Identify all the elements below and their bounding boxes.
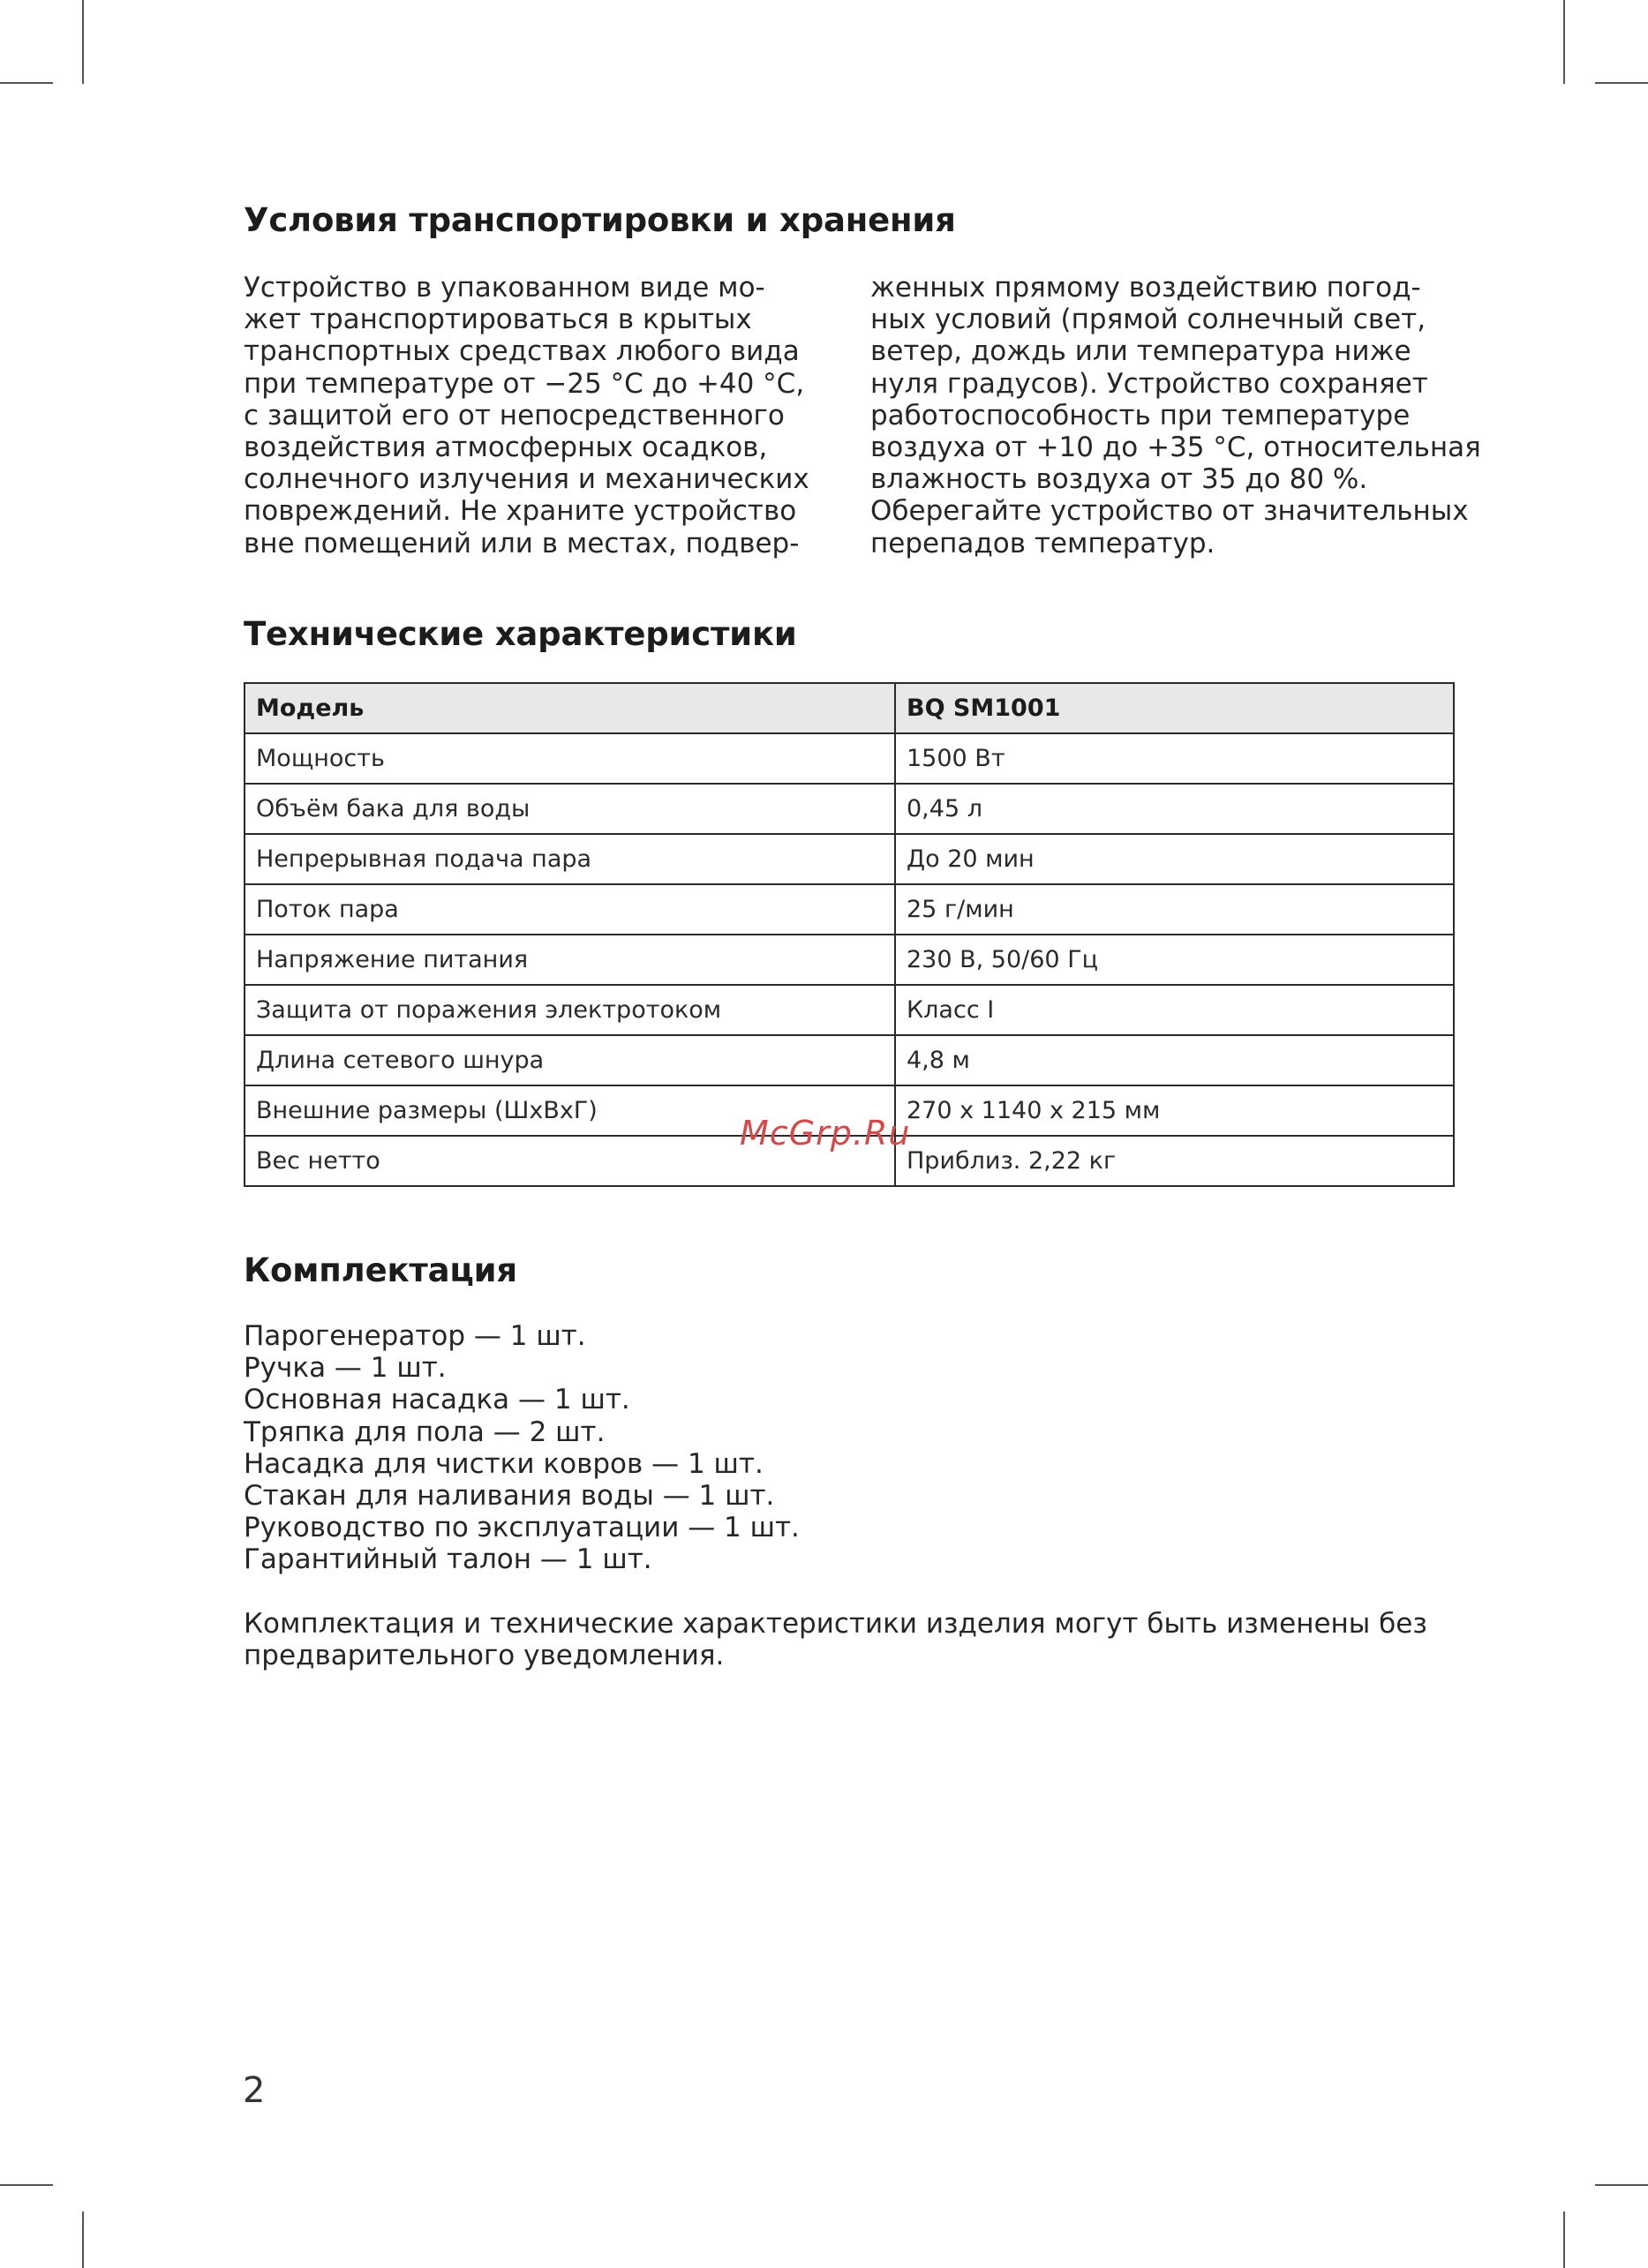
text-line: Оберегайте устройство от значительных [870, 495, 1469, 528]
kit-heading: Комплектация [244, 1251, 517, 1289]
text-line: женных прямому воздействию погод- [870, 272, 1421, 304]
table-cell: 270 x 1140 x 215 мм [895, 1085, 1454, 1136]
text-line: Устройство в упакованном виде мо- [244, 272, 765, 304]
crop-mark-bottom-left-vertical [82, 2212, 84, 2268]
text-line: повреждений. Не храните устройство [244, 495, 797, 528]
kit-note [244, 1608, 1462, 1671]
text-line: перепадов температур. [870, 527, 1215, 559]
text-line: солнечного излучения и механических [244, 463, 809, 496]
text-line: с защитой его от непосредственного [244, 399, 785, 432]
transport-text-left-column [244, 272, 826, 559]
table-row [245, 935, 1454, 985]
text-line: жет транспортироваться в крытых [244, 304, 752, 336]
text-line: воздуха от +10 до +35 °C, относительная [870, 432, 1481, 464]
table-cell: 230 В, 50/60 Гц [895, 935, 1454, 985]
text-line: Комплектация и технические характеристики изделия могут быть изменены без [244, 1608, 1427, 1640]
list-item: Руководство по эксплуатации — 1 шт. [244, 1512, 800, 1544]
specs-heading: Технические характеристики [244, 615, 797, 653]
text-line: при температуре от −25 °C до +40 °C, [244, 367, 805, 400]
table-cell: Класс I [895, 985, 1454, 1035]
table-cell: Длина сетевого шнура [245, 1035, 895, 1085]
table-header-row [245, 683, 1454, 733]
text-line: транспортных средствах любого вида [244, 335, 800, 368]
crop-mark-bottom-right-horizontal [1595, 2184, 1648, 2186]
text-line: нуля градусов). Устройство сохраняет [870, 367, 1428, 400]
table-cell: BQ SM1001 [895, 683, 1454, 733]
text-line: ных условий (прямой солнечный свет, [870, 304, 1426, 336]
table-cell: Внешние размеры (ШхВхГ) [245, 1085, 895, 1136]
list-item: Гарантийный талон — 1 шт. [244, 1543, 652, 1576]
crop-mark-bottom-right-vertical [1563, 2212, 1565, 2268]
table-row [245, 985, 1454, 1035]
table-cell: Объём бака для воды [245, 784, 895, 834]
text-line: предварительного уведомления. [244, 1640, 725, 1672]
table-cell: 1500 Вт [895, 733, 1454, 784]
table-cell: Модель [245, 683, 895, 733]
crop-mark-top-right-horizontal [1595, 82, 1648, 84]
specs-table [244, 682, 1455, 1187]
table-row [245, 733, 1454, 784]
table-row [245, 834, 1454, 884]
list-item: Основная насадка — 1 шт. [244, 1384, 630, 1416]
list-item: Насадка для чистки ковров — 1 шт. [244, 1447, 764, 1480]
crop-mark-bottom-left-horizontal [0, 2184, 53, 2186]
table-row [245, 1035, 1454, 1085]
table-cell: Напряжение питания [245, 935, 895, 985]
crop-mark-top-right-vertical [1563, 0, 1565, 84]
crop-mark-top-left-horizontal [0, 82, 53, 84]
table-cell: Поток пара [245, 884, 895, 935]
kit-list [244, 1320, 800, 1576]
text-line: воздействия атмосферных осадков, [244, 432, 768, 464]
table-cell: Мощность [245, 733, 895, 784]
table-cell: 0,45 л [895, 784, 1454, 834]
list-item: Ручка — 1 шт. [244, 1352, 447, 1385]
list-item: Тряпка для пола — 2 шт. [244, 1416, 606, 1448]
crop-mark-top-left-vertical [82, 0, 84, 84]
text-line: вне помещений или в местах, подвер- [244, 527, 800, 559]
watermark: McGrp.Ru [740, 1114, 911, 1153]
table-cell: Вес нетто [245, 1136, 895, 1186]
text-line: влажность воздуха от 35 до 80 %. [870, 463, 1368, 496]
table-cell: Непрерывная подача пара [245, 834, 895, 884]
table-row [245, 884, 1454, 935]
table-cell: До 20 мин [895, 834, 1454, 884]
table-cell: 25 г/мин [895, 884, 1454, 935]
page-number: 2 [243, 2070, 266, 2111]
table-cell: Приблиз. 2,22 кг [895, 1136, 1454, 1186]
table-row [245, 784, 1454, 834]
table-cell: 4,8 м [895, 1035, 1454, 1085]
transport-heading: Условия транспортировки и хранения [244, 201, 956, 239]
text-line: работоспособность при температуре [870, 399, 1411, 432]
text-line: ветер, дождь или температура ниже [870, 335, 1411, 368]
table-cell: Защита от поражения электротоком [245, 985, 895, 1035]
list-item: Стакан для наливания воды — 1 шт. [244, 1480, 775, 1513]
transport-text-right-column [870, 272, 1481, 559]
list-item: Парогенератор — 1 шт. [244, 1320, 586, 1352]
